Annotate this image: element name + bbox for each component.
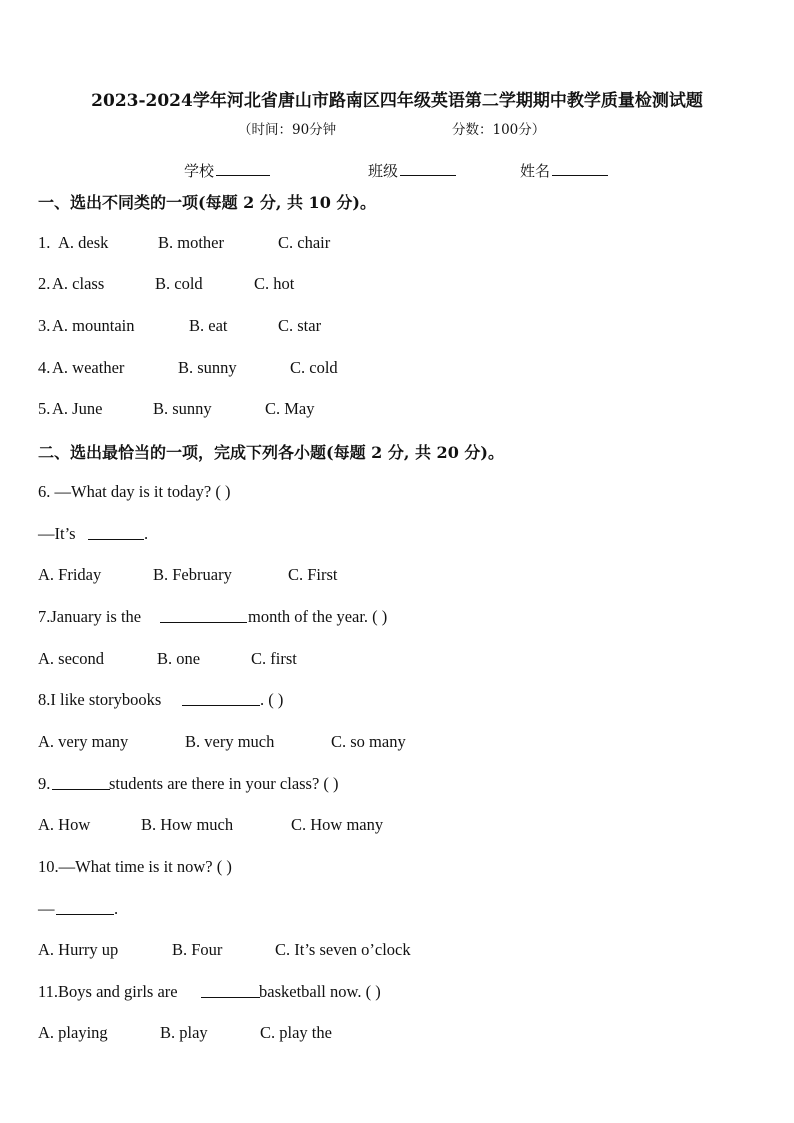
option-a[interactable]: A. class [52, 274, 105, 293]
question-number: 3. [38, 316, 51, 335]
answer-prefix: —It’s [38, 524, 76, 543]
answer-prefix: — [38, 899, 55, 918]
section-1-heading: 一、选出不同类的一项(每题 2 分, 共 10 分)。 [38, 193, 376, 212]
name-label: 姓名 [520, 162, 551, 180]
option-b[interactable]: B. sunny [178, 358, 237, 377]
option-b[interactable]: B. one [157, 649, 201, 668]
stem-start: 11.Boys and girls are [38, 982, 178, 1001]
school-label: 学校 [184, 162, 215, 180]
option-a[interactable]: A. second [38, 649, 104, 668]
stem-end: . ( ) [260, 690, 284, 709]
class-field [368, 160, 456, 181]
school-blank[interactable] [216, 161, 270, 176]
question-number: 2. [38, 274, 51, 293]
option-a[interactable]: A. Friday [38, 565, 102, 584]
option-c[interactable]: C. hot [254, 274, 295, 293]
stem-end: month of the year. ( ) [248, 607, 388, 626]
class-label: 班级 [368, 162, 399, 180]
class-blank[interactable] [400, 161, 456, 176]
exam-score: 分数：100分） [452, 122, 546, 138]
option-c[interactable]: C. chair [278, 233, 331, 252]
answer-blank[interactable] [201, 982, 260, 1003]
name-blank[interactable] [552, 161, 608, 176]
option-b[interactable]: B. sunny [153, 399, 212, 418]
answer-end: . [144, 524, 149, 543]
stem-start: 9. [38, 774, 51, 793]
option-c[interactable]: C. cold [290, 358, 338, 377]
option-c[interactable]: C. It’s seven o’clock [275, 940, 411, 959]
answer-blank[interactable] [52, 774, 110, 795]
question-number: 4. [38, 358, 51, 377]
option-c[interactable]: C. star [278, 316, 322, 335]
school-field [184, 160, 270, 181]
option-b[interactable]: B. play [160, 1023, 208, 1042]
option-a[interactable]: A. weather [52, 358, 125, 377]
option-b[interactable]: B. eat [189, 316, 228, 335]
question-10-stem: 10.—What time is it now? ( ) [38, 857, 232, 876]
answer-end: . [114, 899, 119, 918]
stem-end: basketball now. ( ) [259, 982, 381, 1001]
option-c[interactable]: C. first [251, 649, 297, 668]
answer-blank[interactable] [182, 690, 260, 711]
option-a[interactable]: A. June [52, 399, 103, 418]
exam-time: （时间：90分钟 [238, 122, 337, 138]
option-c[interactable]: C. How many [291, 815, 384, 834]
question-number: 1. [38, 233, 51, 252]
option-a[interactable]: A. playing [38, 1023, 108, 1042]
option-b[interactable]: B. cold [155, 274, 203, 293]
option-a[interactable]: A. Hurry up [38, 940, 119, 959]
option-c[interactable]: C. play the [260, 1023, 332, 1042]
option-a[interactable]: A. How [38, 815, 91, 834]
answer-blank[interactable] [88, 524, 144, 545]
option-b[interactable]: B. mother [158, 233, 224, 252]
option-c[interactable]: C. First [288, 565, 338, 584]
option-a[interactable]: A. mountain [52, 316, 135, 335]
section-2-heading: 二、选出最恰当的一项，完成下列各小题(每题 2 分, 共 20 分)。 [38, 443, 504, 462]
option-c[interactable]: C. so many [331, 732, 406, 751]
option-a[interactable]: A. desk [58, 233, 109, 252]
answer-blank[interactable] [160, 607, 247, 628]
name-field [520, 160, 608, 181]
option-b[interactable]: B. very much [185, 732, 275, 751]
option-c[interactable]: C. May [265, 399, 315, 418]
option-b[interactable]: B. How much [141, 815, 234, 834]
question-6-stem: 6. —What day is it today? ( ) [38, 482, 231, 501]
page-title: 2023-2024学年河北省唐山市路南区四年级英语第二学期期中教学质量检测试题 [91, 91, 703, 111]
stem-start: 8.I like storybooks [38, 690, 162, 709]
option-b[interactable]: B. February [153, 565, 232, 584]
answer-blank[interactable] [56, 899, 114, 920]
stem-start: 7.January is the [38, 607, 142, 626]
option-b[interactable]: B. Four [172, 940, 223, 959]
question-number: 5. [38, 399, 51, 418]
stem-end: students are there in your class? ( ) [109, 774, 339, 793]
option-a[interactable]: A. very many [38, 732, 129, 751]
